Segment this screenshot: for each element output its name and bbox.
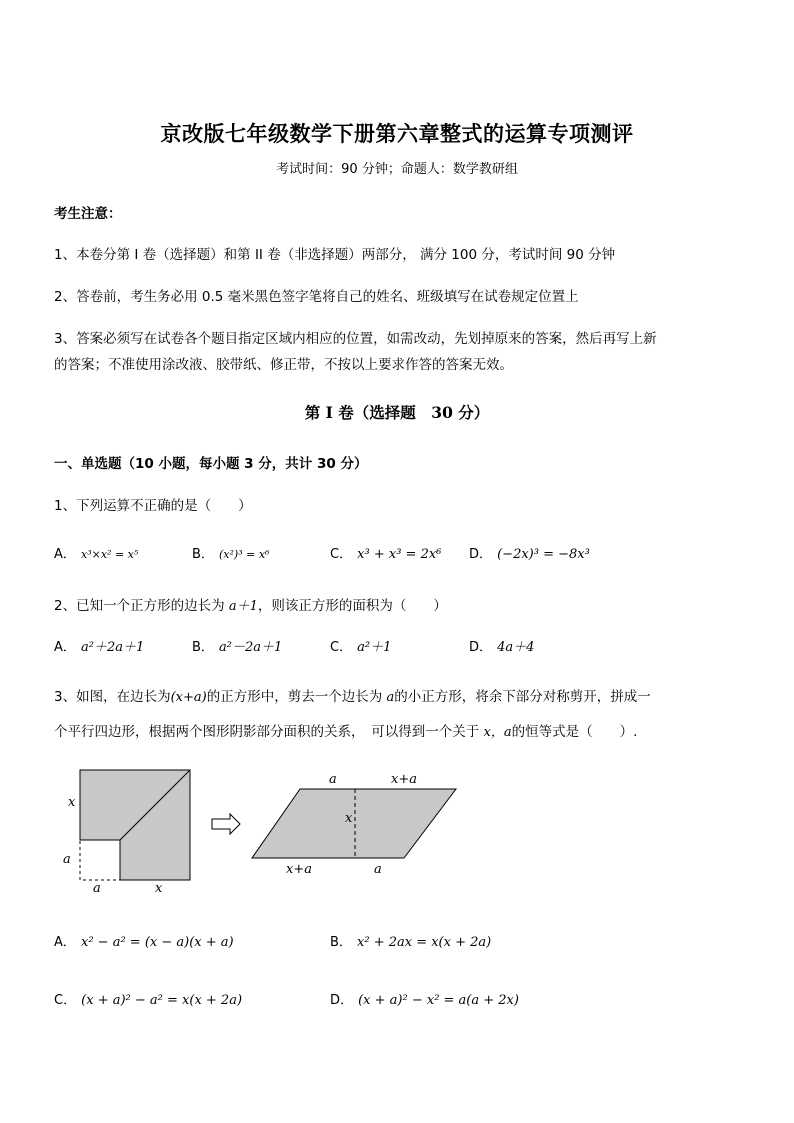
q2-option-c-label: C． (330, 640, 353, 655)
q1-option-b-label: B． (192, 547, 214, 562)
label-square-x-left: x (68, 795, 76, 810)
q2-option-d (469, 636, 534, 655)
notice-item-3-cont: 的答案；不准使用涂改液、胶带纸、修正带，不按以上要求作答的答案无效。 (54, 357, 513, 373)
label-pg-a-top: a (329, 772, 337, 787)
question-3-stem-line-2 (54, 720, 637, 740)
notice-heading: 考生注意： (54, 206, 122, 222)
q3-option-a (54, 931, 234, 950)
q3-option-d-expr: (x + a)² − x² = a(a + 2x) (358, 993, 519, 1008)
q1-option-c (330, 543, 441, 562)
q2-option-a-label: A． (54, 640, 76, 655)
label-pg-x-mid: x (345, 811, 353, 826)
q2-option-b (192, 636, 282, 655)
section-title: 第 I 卷（选择题 30 分） (304, 403, 490, 422)
part-heading: 一、单选题（10 小题，每小题 3 分，共计 30 分） (54, 456, 368, 472)
q2-stem-var: a＋1 (228, 599, 258, 614)
q2-option-c (330, 636, 391, 655)
q1-option-c-expr: x³ + x³ = 2x⁶ (357, 547, 442, 562)
q3-option-d (330, 989, 519, 1008)
label-square-x-bottom: x (155, 881, 163, 896)
label-pg-xa-top: x+a (391, 772, 417, 787)
q3-option-a-expr: x² − a² = (x − a)(x + a) (81, 935, 234, 950)
q3-line1-var: (x+a) (170, 690, 207, 705)
q3-option-b (330, 931, 491, 950)
q2-option-a-expr: a²＋2a＋1 (81, 640, 145, 655)
q3-line1-b: 的正方形中，剪去一个边长为 (206, 689, 383, 705)
label-square-a-bottom: a (93, 881, 101, 896)
notice-item-3: 3、答案必须写在试卷各个题目指定区域内相应的位置，如需改动，先划掉原来的答案，然后再写上新 (54, 331, 657, 347)
notice-item-1: 1、本卷分第 I 卷（选择题）和第 II 卷（非选择题）两部分， 满分 100 分，考试时间 90 分钟 (54, 247, 616, 263)
q1-option-a-expr: x³×x² = x⁵ (81, 548, 139, 561)
q2-option-a (54, 636, 144, 655)
q2-stem-a: 2、已知一个正方形的边长为 (54, 598, 225, 614)
q2-stem-b: ，则该正方形的面积为（ ） (257, 598, 447, 614)
q2-option-d-expr: 4a＋4 (497, 640, 535, 655)
q3-option-c-expr: (x + a)² − a² = x(x + 2a) (81, 993, 243, 1008)
q2-option-c-expr: a²＋1 (357, 640, 392, 655)
q3-line2-var: x，a (483, 725, 512, 740)
parallelogram-shape (252, 789, 456, 858)
q3-option-b-label: B． (330, 935, 352, 950)
small-square-cutout (80, 840, 120, 880)
q1-option-c-label: C． (330, 547, 353, 562)
q1-option-d-label: D． (469, 547, 493, 562)
q2-option-d-label: D． (469, 640, 493, 655)
q3-figure (0, 760, 794, 900)
transform-arrow-icon (212, 814, 240, 834)
label-pg-a-bottom: a (374, 862, 382, 877)
q3-line2-b: 的恒等式是（ ）. (511, 724, 638, 740)
label-square-a-left: a (63, 852, 71, 867)
q3-line2-a: 个平行四边形，根据两个图形阴影部分面积的关系， 可以得到一个关于 (54, 724, 480, 740)
q3-option-c-label: C． (54, 993, 77, 1008)
question-3-stem-line-1 (54, 685, 651, 705)
notice-item-2: 2、答卷前，考生务必用 0.5 毫米黑色签字笔将自己的姓名、班级填写在试卷规定位置上 (54, 289, 579, 305)
q1-option-a (54, 543, 138, 562)
q3-option-c (54, 989, 242, 1008)
q3-line1-var2: a (386, 690, 395, 705)
q1-option-d (469, 543, 590, 562)
q3-option-d-label: D． (330, 993, 354, 1008)
q3-option-b-expr: x² + 2ax = x(x + 2a) (357, 935, 492, 950)
q2-option-b-label: B． (192, 640, 214, 655)
q1-option-b-expr: (x²)³ = x⁶ (219, 548, 270, 561)
q1-option-d-expr: (−2x)³ = −8x³ (497, 547, 590, 562)
question-2-stem (54, 594, 447, 614)
q3-line1-c: 的小正方形，将余下部分对称剪开，拼成一 (394, 689, 651, 705)
page-title: 京改版七年级数学下册第六章整式的运算专项测评 (160, 121, 634, 146)
q3-line1-a: 3、如图，在边长为 (54, 689, 171, 705)
label-pg-xa-bottom: x+a (286, 862, 312, 877)
exam-info: 考试时间：90 分钟；命题人：数学教研组 (276, 162, 518, 177)
q2-option-b-expr: a²－2a＋1 (219, 640, 283, 655)
q1-option-b (192, 543, 269, 562)
question-1-stem: 1、下列运算不正确的是（ ） (54, 498, 252, 514)
q1-option-a-label: A． (54, 547, 76, 562)
q3-option-a-label: A． (54, 935, 76, 950)
